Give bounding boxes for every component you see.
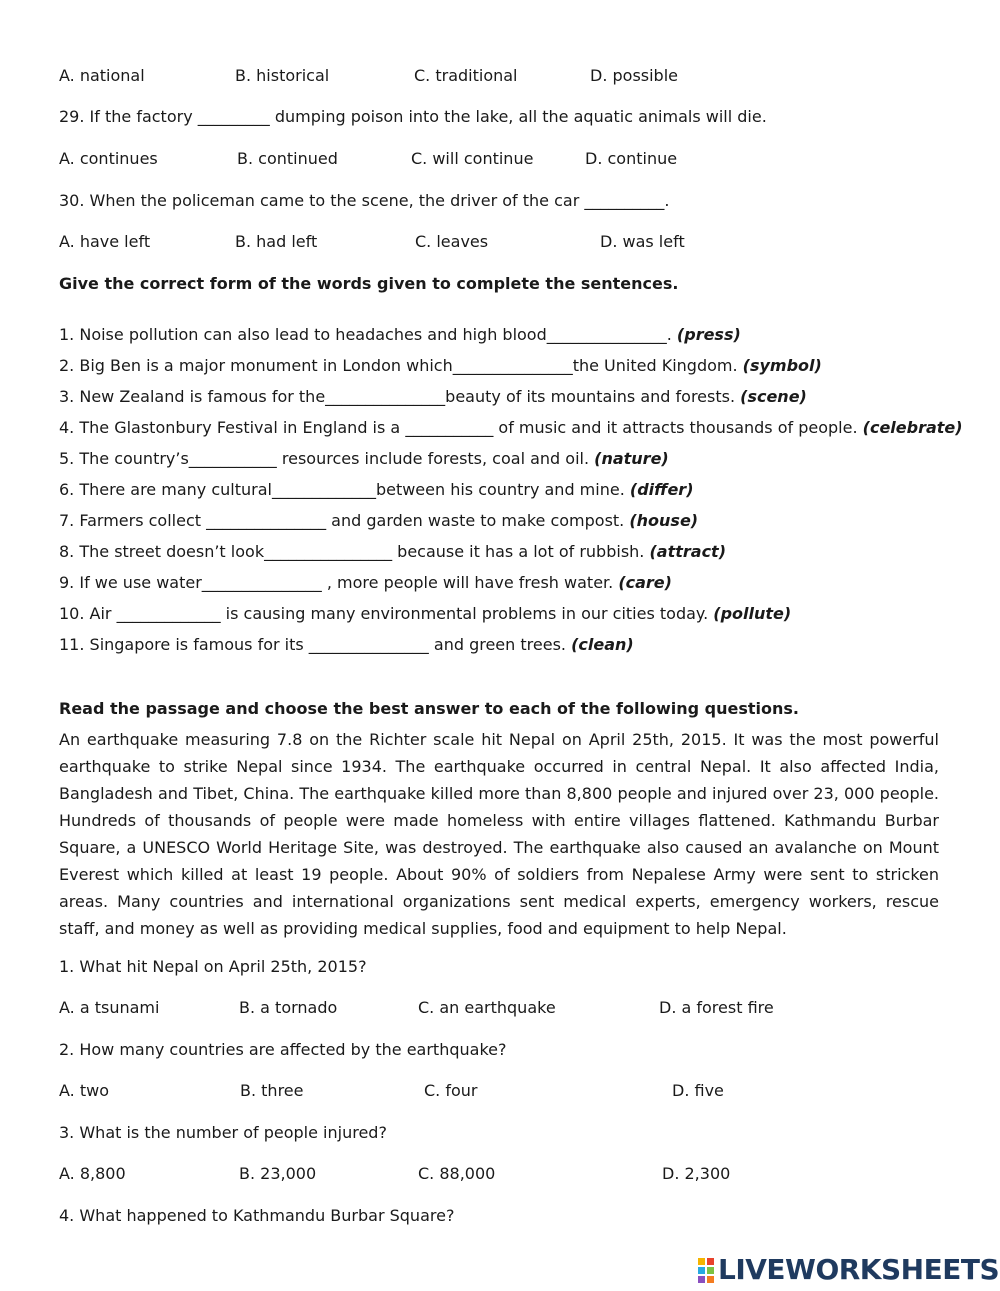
option-d[interactable]: D. five	[672, 1081, 724, 1100]
option-a[interactable]: A. 8,800	[59, 1164, 126, 1183]
option-a[interactable]: A. two	[59, 1081, 109, 1100]
word-hint: (differ)	[629, 480, 694, 499]
option-b[interactable]: B. historical	[235, 66, 330, 85]
item-text: 11. Singapore is famous for its _______________ and green trees.	[59, 635, 572, 654]
item-text: 8. The street doesn’t look________________ because it has a lot of rubbish.	[59, 542, 650, 561]
reading-question-3: 3. What is the number of people injured?	[59, 1123, 387, 1142]
item-text: 5. The country’s___________ resources include forests, coal and oil.	[59, 449, 595, 468]
word-hint: (clean)	[571, 635, 634, 654]
liveworksheets-logo	[698, 1253, 1000, 1286]
word-hint: (nature)	[594, 449, 669, 468]
word-form-item[interactable]	[59, 387, 807, 407]
option-a[interactable]: A. a tsunami	[59, 998, 160, 1017]
word-hint: (symbol)	[742, 356, 822, 375]
logo-blocks-icon	[698, 1258, 714, 1283]
question-29: 29. If the factory _________ dumping poison into the lake, all the aquatic animals will die.	[59, 107, 767, 126]
word-form-item[interactable]	[59, 449, 669, 469]
reading-question-1: 1. What hit Nepal on April 25th, 2015?	[59, 957, 367, 976]
option-b[interactable]: B. a tornado	[239, 998, 338, 1017]
word-form-item[interactable]	[59, 542, 726, 562]
option-c[interactable]: C. traditional	[414, 66, 518, 85]
reading-question-4: 4. What happened to Kathmandu Burbar Square?	[59, 1206, 455, 1225]
question-30: 30. When the policeman came to the scene, the driver of the car __________.	[59, 191, 670, 210]
word-hint: (attract)	[649, 542, 727, 561]
option-b[interactable]: B. 23,000	[239, 1164, 317, 1183]
item-text: 3. New Zealand is famous for the_______________beauty of its mountains and forests.	[59, 387, 741, 406]
section-heading-word-form: Give the correct form of the words given to complete the sentences.	[59, 274, 679, 293]
item-text: 4. The Glastonbury Festival in England is a ___________ of music and it attracts thousands of people.	[59, 418, 863, 437]
option-b[interactable]: B. continued	[237, 149, 338, 168]
item-text: 7. Farmers collect _______________ and garden waste to make compost.	[59, 511, 630, 530]
word-form-item[interactable]	[59, 356, 822, 376]
option-a[interactable]: A. national	[59, 66, 145, 85]
word-hint: (celebrate)	[862, 418, 963, 437]
word-hint: (care)	[618, 573, 672, 592]
word-hint: (press)	[676, 325, 741, 344]
option-d[interactable]: D. 2,300	[662, 1164, 731, 1183]
option-c[interactable]: C. leaves	[415, 232, 489, 251]
item-text: 10. Air _____________ is causing many environmental problems in our cities today.	[59, 604, 714, 623]
option-d[interactable]: D. continue	[585, 149, 678, 168]
option-d[interactable]: D. a forest fire	[659, 998, 774, 1017]
word-form-item[interactable]	[59, 325, 741, 345]
option-d[interactable]: D. possible	[590, 66, 678, 85]
option-c[interactable]: C. an earthquake	[418, 998, 556, 1017]
word-form-item[interactable]	[59, 480, 694, 500]
word-hint: (pollute)	[713, 604, 792, 623]
option-b[interactable]: B. had left	[235, 232, 318, 251]
word-form-item[interactable]	[59, 635, 634, 655]
section-heading-reading: Read the passage and choose the best answer to each of the following questions.	[59, 699, 799, 718]
option-c[interactable]: C. 88,000	[418, 1164, 496, 1183]
item-text: 6. There are many cultural_____________between his country and mine.	[59, 480, 630, 499]
option-c[interactable]: C. will continue	[411, 149, 534, 168]
item-text: 9. If we use water_______________ , more people will have fresh water.	[59, 573, 619, 592]
word-form-item[interactable]	[59, 604, 791, 624]
word-form-item[interactable]	[59, 418, 963, 438]
word-form-item[interactable]	[59, 573, 672, 593]
option-b[interactable]: B. three	[240, 1081, 304, 1100]
logo-text: LIVEWORKSHEETS	[718, 1253, 1000, 1286]
option-d[interactable]: D. was left	[600, 232, 685, 251]
item-text: 2. Big Ben is a major monument in London which_______________the United Kingdom.	[59, 356, 743, 375]
option-c[interactable]: C. four	[424, 1081, 478, 1100]
reading-question-2: 2. How many countries are affected by the earthquake?	[59, 1040, 507, 1059]
option-a[interactable]: A. continues	[59, 149, 158, 168]
word-hint: (scene)	[740, 387, 807, 406]
reading-passage: An earthquake measuring 7.8 on the Richter scale hit Nepal on April 25th, 2015. It was the most powerful earthquake to strike Nepal since 1934. The earthquake occurred in central Nepal. It also affected India, Bangladesh and Tibet, China. The earthquake killed more than 8,800 people and injured over 23, 000 people. Hundreds of thousands of people were made homeless with entire villages flattened. Kathmandu Burbar Square, a UNESCO World Heritage Site, was destroyed. The earthquake also caused an avalanche on Mount Everest which killed at least 19 people. About 90% of soldiers from Nepalese Army were sent to stricken areas. Many countries and international organizations sent medical experts, emergency workers, rescue staff, and money as well as providing medical supplies, food and equipment to help Nepal.	[59, 730, 939, 938]
option-a[interactable]: A. have left	[59, 232, 151, 251]
item-text: 1. Noise pollution can also lead to headaches and high blood_______________.	[59, 325, 677, 344]
word-hint: (house)	[629, 511, 699, 530]
word-form-item[interactable]	[59, 511, 698, 531]
